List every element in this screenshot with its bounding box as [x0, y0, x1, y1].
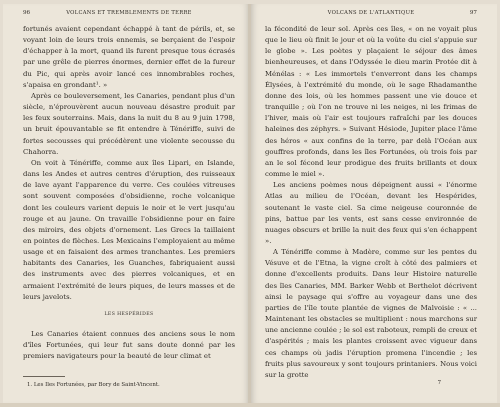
- footnote: 1. Les Iles Fortunées, par Bory de Saint-Vincent.: [27, 382, 160, 388]
- paragraph: Les Canaries étaient connues des anciens sous le nom d'îles Fortunées, qui leur fut sans doute donné par les premiers navigateurs pour la beauté de leur climat et: [23, 330, 235, 361]
- section-title: LES HESPÉRIDES: [104, 311, 154, 317]
- book-bottom-edge: [0, 403, 500, 407]
- signature-mark: 7: [437, 380, 441, 386]
- left-page-number: 96: [23, 10, 31, 16]
- paragraph: fortunés avaient cependant échappé à tant de périls, et, se voyant loin de leurs trois ennemis, se berçaient de l'espoir d'échapper à la mort, quand ils furent presque tous écrasés par une grêle de pierres énormes, dernier effet de la fureur du Pic, qui après avoir lancé ces innombrables roches, s'apaisa en grondant¹. »: [23, 25, 235, 89]
- left-page-header: [23, 10, 235, 20]
- right-running-head: VOLCANS DE L'ATLANTIQUE: [327, 10, 415, 16]
- right-page-number: 97: [469, 10, 477, 16]
- left-running-head: VOLCANS ET TREMBLEMENTS DE TERRE: [66, 10, 192, 16]
- left-page: [3, 4, 249, 403]
- paragraph: Après ce bouleversement, les Canaries, pendant plus d'un siècle, n'éprouvèrent aucun nouveau désastre produit par les feux souterrains. Mais, dans la nuit du 8 au 9 juin 1798, un bruit épouvantable se fit entendre à Ténériffe, suivi de fortes secousses qui précédèrent une violente secousse du Chahorra.: [23, 91, 235, 156]
- right-page-body: [265, 24, 477, 381]
- right-page-header: [265, 10, 477, 20]
- footnote-rule: [23, 376, 65, 377]
- paragraph: la fécondité de leur sol. Après ces îles, « on ne voyait plus que le lieu où finit le jour et où la voûte du ciel s'appuie sur le globe ». Les poètes y plaçaient le séjour des âmes bienheureuses, et dans l'Odyssée le dieu marin Protée dit à Ménélas : « Les immortels t'enverront dans les champs Élysées, à l'extrémité du monde, où le sage Rhadamanthe donne des lois, où les hommes passent une vie douce et tranquille ; où l'on ne trouve ni les neiges, ni les frimas de l'hiver, mais où l'air est toujours rafraîchi par les douces haleines des zéphyrs. » Suivant Hésiode, Jupiter place l'âme des héros « aux confins de la terre, par delà l'Océan aux gouffres profonds, dans les îles Fortunées, où trois fois par an le sol fécond leur prodigue des fruits brillants et doux comme le miel ».: [265, 25, 477, 179]
- left-page-body: [23, 24, 235, 363]
- paragraph: A Ténériffe comme à Madère, comme sur les pentes du Vésuve et de l'Etna, la vigne croît à côté des palmiers et donne d'excellents produits. Dans leur Histoire naturelle des îles Canaries, MM. Barker Webb et Berthelot décrivent ainsi le paysage qui s'offre au voyageur dans une des parties de l'île toute plantée de vignes de Malvoisie : « ... Maintenant les obstacles se multiplient : nous marchons sur une ancienne coulée ; le sol est raboteux, rempli de creux et d'aspérités ; mais les plantes croissent avec vigueur dans ces champs où jadis l'éruption promena l'incendie ; les fruits plus savoureux y sont toujours printaniers. Nous voici sur la grotte: [265, 248, 477, 379]
- paragraph: On voit à Ténériffe, comme aux îles Lipari, en Islande, dans les Andes et autres centres d'éruption, des ruisseaux de lave ayant l'apparence du verre. Ces coulées vitreuses sont souvent composées d'obsidienne, roche volcanique dont les couleurs varient depuis le noir et le vert jusqu'au rouge et au jaune. On travaille l'obsidienne pour en faire des miroirs, des objets d'ornement. Les Grecs la taillaient en pointes de flèches. Les Mexicains l'employaient au même usage et en faisaient des armes tranchantes. Les premiers habitants des Canaries, les Guanches, fabriquaient aussi des instruments avec des pierres volcaniques, et en armaient l'extrémité de leurs piques, de leurs masses et de leurs javelots.: [23, 158, 235, 301]
- right-page: [251, 4, 497, 403]
- paragraph: Les anciens poèmes nous dépeignent aussi « l'énorme Atlas au milieu de l'Océan, devant les Hespérides, soutenant le vaste ciel. Sa cime neigeuse couronnée de pins, battue par les vents, est sans cesse environnée de nuages obscurs et brille la nuit des feux qui s'en échappent ».: [265, 181, 477, 245]
